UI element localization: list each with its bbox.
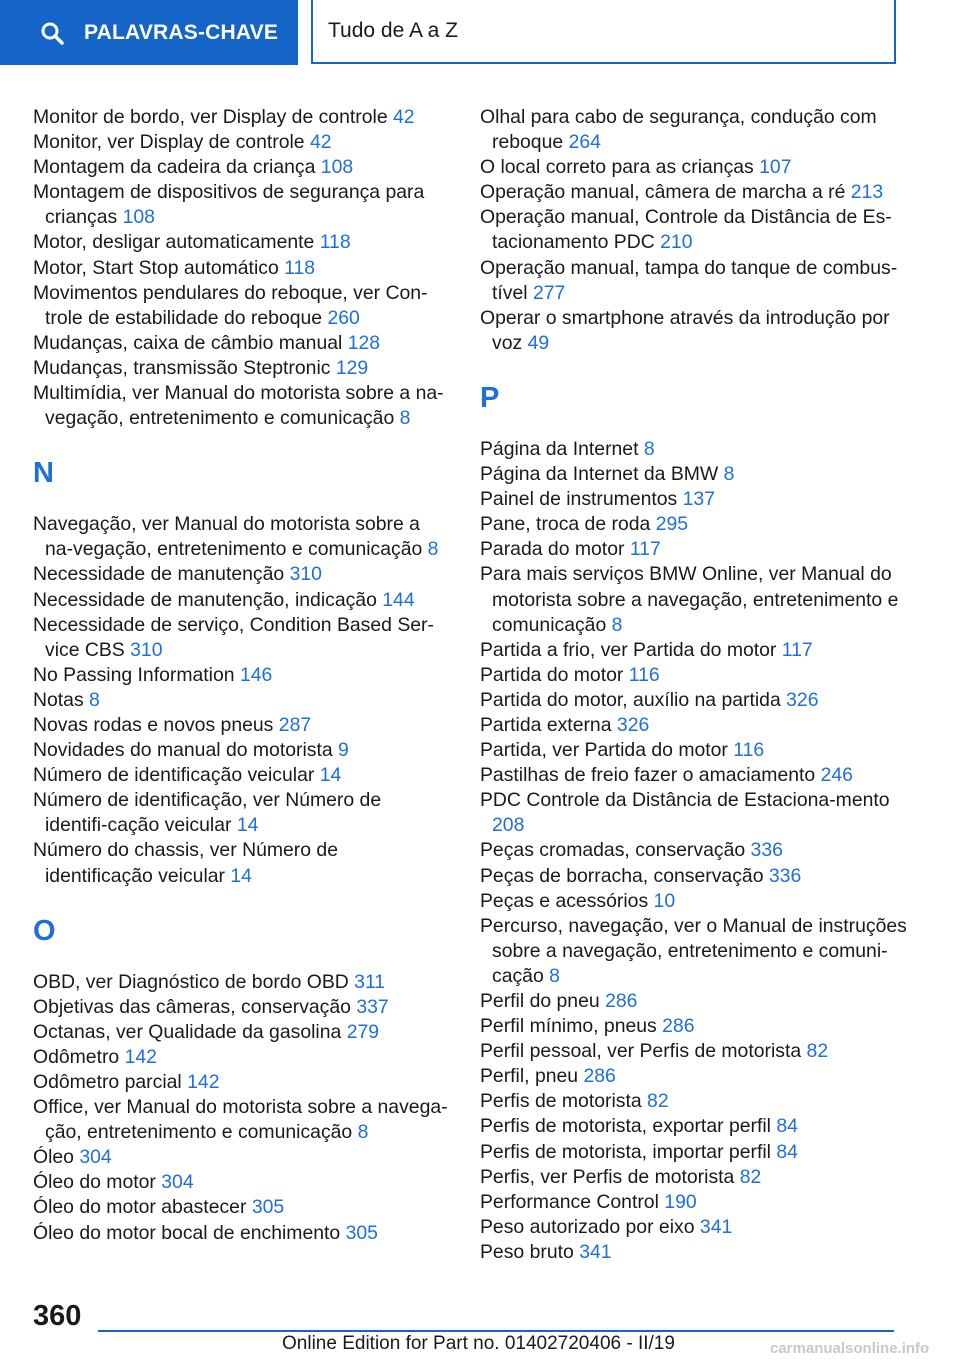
index-entry xyxy=(33,1095,448,1145)
index-entry-text: Peças de borracha, conservação xyxy=(480,864,764,887)
page-link[interactable]: 260 xyxy=(327,306,360,329)
page-link[interactable]: 286 xyxy=(605,990,638,1012)
index-entry xyxy=(33,970,448,995)
index-entry xyxy=(33,995,448,1020)
page-link[interactable]: 295 xyxy=(655,513,689,536)
index-entry xyxy=(480,1114,912,1139)
index-entry-text: PDC Controle da Distância de Estaciona-mento xyxy=(480,789,890,812)
index-entry xyxy=(480,256,912,306)
index-entry xyxy=(480,713,912,738)
index-letter-heading: O xyxy=(33,914,56,947)
index-entry-text: Necessidade de serviço, Condition Based Ser-vice CBS xyxy=(33,613,434,661)
page-link[interactable]: 82 xyxy=(647,1090,669,1113)
index-entry-text: Odômetro parcial xyxy=(33,1071,182,1093)
index-entry-text: Necessidade de manutenção, indicação xyxy=(33,588,377,611)
index-entry xyxy=(480,1190,912,1215)
index-entry-text: Movimentos pendulares do reboque, ver Con-trole de estabilidade do reboque xyxy=(33,281,428,329)
index-entry xyxy=(480,738,912,763)
index-entry xyxy=(33,713,448,738)
index-entry-text: Motor, Start Stop automático xyxy=(33,256,279,279)
index-entry-text: Parada do motor xyxy=(480,538,625,561)
index-entry xyxy=(480,180,912,205)
page-number: 360 xyxy=(33,1300,82,1332)
page-link[interactable]: 49 xyxy=(527,331,550,354)
index-entry xyxy=(480,688,912,713)
index-entry-text: Multimídia, ver Manual do motorista sobre a na-vegação, entretenimento e comunicação xyxy=(33,382,444,430)
page-link[interactable]: 305 xyxy=(251,1196,285,1219)
index-entry-text: Perfis de motorista xyxy=(480,1090,642,1113)
page-link[interactable]: 311 xyxy=(354,970,386,993)
index-entry-text: Painel de instrumentos xyxy=(480,488,678,511)
page-link[interactable]: 304 xyxy=(161,1171,194,1194)
index-entry-text: Performance Control xyxy=(480,1190,659,1213)
index-entry xyxy=(480,462,912,487)
page-link[interactable]: 117 xyxy=(781,638,813,661)
top-navigation xyxy=(0,0,960,66)
index-entry-text: Partida do motor, auxílio na partida xyxy=(480,688,781,711)
page-link[interactable]: 264 xyxy=(568,131,601,154)
index-entry-text: Peças cromadas, conservação xyxy=(480,839,746,862)
index-entry-text: Notas xyxy=(33,688,84,711)
index-entry-text: Perfis de motorista, importar perfil xyxy=(480,1140,771,1163)
page-link[interactable]: 82 xyxy=(806,1040,829,1063)
page-link[interactable]: 116 xyxy=(733,739,765,762)
index-entry xyxy=(33,331,448,356)
index-entry-text: Partida do motor xyxy=(480,663,624,686)
index-entry xyxy=(33,155,448,180)
page-link[interactable]: 84 xyxy=(776,1115,798,1138)
index-entry xyxy=(33,562,448,587)
index-entry xyxy=(33,381,448,431)
index-entry xyxy=(480,1089,912,1114)
index-entry xyxy=(480,205,912,255)
index-entry-text: Objetivas das câmeras, conservação xyxy=(33,995,351,1018)
tab-a-to-z-label: Tudo de A a Z xyxy=(328,19,458,42)
footer-divider xyxy=(98,1330,894,1332)
index-entry-text: Novidades do manual do motorista xyxy=(33,739,333,762)
page-link[interactable]: 146 xyxy=(239,663,273,686)
index-entry xyxy=(33,281,448,331)
page-link[interactable]: 107 xyxy=(759,156,792,179)
index-entry-text: Perfis de motorista, exportar perfil xyxy=(480,1115,771,1138)
index-entry xyxy=(480,306,912,356)
page-link[interactable]: 310 xyxy=(130,638,163,661)
page-link[interactable]: 246 xyxy=(820,764,853,787)
index-entry-text: Número do chassis, ver Número de identificação veicular xyxy=(33,839,338,887)
index-entry xyxy=(480,1140,912,1165)
page-link[interactable]: 8 xyxy=(427,538,439,561)
index-entry xyxy=(480,889,912,914)
index-entry xyxy=(480,638,912,663)
index-entry-text: Novas rodas e novos pneus xyxy=(33,713,274,736)
index-entry xyxy=(480,914,912,989)
index-entry xyxy=(33,663,448,688)
index-entry-text: Número de identificação veicular xyxy=(33,764,315,787)
index-entry-text: Odômetro xyxy=(33,1045,120,1068)
index-entry-text: O local correto para as crianças xyxy=(480,156,754,179)
index-entry-text: Pastilhas de freio fazer o amaciamento xyxy=(480,764,816,787)
index-entry xyxy=(480,437,912,462)
index-entry-text: Monitor, ver Display de controle xyxy=(33,131,305,154)
index-entry-text: Óleo do motor abastecer xyxy=(33,1196,247,1219)
page-link[interactable]: 8 xyxy=(549,964,560,987)
page-link[interactable]: 305 xyxy=(345,1221,378,1244)
index-entry-text: Operação manual, tampa do tanque de combus-tível xyxy=(480,256,898,304)
page-link[interactable]: 84 xyxy=(776,1140,798,1163)
index-entry xyxy=(33,788,448,838)
index-entry xyxy=(480,864,912,889)
index-entry-text: Necessidade de manutenção xyxy=(33,563,285,586)
index-entry-text: Peso autorizado por eixo xyxy=(480,1215,695,1238)
index-entry xyxy=(480,1039,912,1064)
index-entry-text: Office, ver Manual do motorista sobre a navega-ção, entretenimento e comunicação xyxy=(33,1096,448,1144)
index-entry xyxy=(33,1020,448,1045)
index-entry xyxy=(480,1064,912,1089)
index-entry xyxy=(33,356,448,381)
keywords-button[interactable] xyxy=(0,0,298,65)
index-entry-text: Olhal para cabo de segurança, condução com reboque xyxy=(480,106,877,154)
page-link[interactable]: 210 xyxy=(660,231,693,254)
page-link[interactable]: 310 xyxy=(289,563,322,586)
index-entry xyxy=(33,1195,448,1220)
index-entry-text: Mudanças, caixa de câmbio manual xyxy=(33,331,343,354)
page-link[interactable]: 286 xyxy=(583,1065,616,1088)
page-link[interactable]: 341 xyxy=(699,1215,733,1238)
index-entry-text: Octanas, ver Qualidade da gasolina xyxy=(33,1020,342,1043)
index-entry-text: Montagem de dispositivos de segurança para crianças xyxy=(33,181,425,229)
page-link[interactable]: 14 xyxy=(230,864,252,887)
index-entry xyxy=(480,155,912,180)
page-link[interactable]: 8 xyxy=(357,1121,369,1144)
index-entry-text: Perfil, pneu xyxy=(480,1065,579,1088)
page-link[interactable]: 108 xyxy=(122,206,155,229)
index-entry xyxy=(480,989,912,1014)
page-link[interactable]: 208 xyxy=(492,814,525,837)
index-column-right xyxy=(480,105,912,1265)
page-link[interactable]: 142 xyxy=(124,1045,157,1068)
index-entry xyxy=(33,105,448,130)
index-entry-text: Percurso, navegação, ver o Manual de instruções sobre a navegação, entretenimento e comuni-cação xyxy=(480,914,907,987)
index-entry-text: Navegação, ver Manual do motorista sobre a na-vegação, entretenimento e comunicação xyxy=(33,513,423,561)
page-link[interactable]: 42 xyxy=(309,131,332,154)
page-link[interactable]: 10 xyxy=(653,889,676,912)
index-entry xyxy=(480,663,912,688)
index-entry-text: Peças e acessórios xyxy=(480,889,649,912)
index-entry xyxy=(33,688,448,713)
index-entry xyxy=(33,512,448,562)
page-link[interactable]: 279 xyxy=(346,1020,380,1043)
index-entry-text: Mudanças, transmissão Steptronic xyxy=(33,356,331,379)
index-entry xyxy=(33,130,448,155)
index-entry xyxy=(480,1240,912,1265)
index-entry xyxy=(480,537,912,562)
index-entry-text: Óleo do motor xyxy=(33,1171,156,1194)
page-link[interactable]: 8 xyxy=(399,407,411,430)
index-entry-text: Partida externa xyxy=(480,713,612,736)
page-link[interactable]: 8 xyxy=(89,688,100,711)
index-entry-text: Pane, troca de roda xyxy=(480,513,651,536)
index-entry-text: Perfis, ver Perfis de motorista xyxy=(480,1165,735,1188)
index-entry xyxy=(33,256,448,281)
index-entry-text: Página da Internet xyxy=(480,437,639,460)
page-link[interactable]: 337 xyxy=(356,995,389,1018)
page-link[interactable]: 117 xyxy=(629,538,661,561)
page-link[interactable]: 286 xyxy=(662,1015,695,1038)
page-link[interactable]: 137 xyxy=(682,488,715,511)
index-entry xyxy=(480,1165,912,1190)
index-letter-heading: N xyxy=(33,457,54,490)
index-entry-text: OBD, ver Diagnóstico de bordo OBD xyxy=(33,970,349,993)
index-entry xyxy=(33,1070,448,1095)
index-entry-text: Partida a frio, ver Partida do motor xyxy=(480,638,777,661)
index-letter-heading: P xyxy=(480,381,500,414)
page-link[interactable]: 129 xyxy=(335,356,369,379)
tab-a-to-z[interactable] xyxy=(311,0,896,64)
index-entry-text: Para mais serviços BMW Online, ver Manual do motorista sobre a navegação, entretenimento e comunicação xyxy=(480,563,899,636)
index-entry xyxy=(480,562,912,637)
index-entry xyxy=(33,1221,448,1246)
index-entry-text: Página da Internet da BMW xyxy=(480,463,719,486)
index-entry-text: Operar o smartphone através da introdução por voz xyxy=(480,306,890,354)
page-link[interactable]: 14 xyxy=(319,764,342,787)
watermark: carmanualsonline.info xyxy=(770,1340,930,1357)
index-entry-text: Perfil pessoal, ver Perfis de motorista xyxy=(480,1040,802,1063)
index-entry xyxy=(33,230,448,255)
page-link[interactable]: 336 xyxy=(768,864,802,887)
page-link[interactable]: 108 xyxy=(320,156,354,179)
index-entry-text: Óleo xyxy=(33,1146,74,1169)
page-link[interactable]: 190 xyxy=(664,1190,697,1213)
index-entry-text: Óleo do motor bocal de enchimento xyxy=(33,1221,341,1244)
page-link[interactable]: 142 xyxy=(187,1071,220,1093)
page-link[interactable]: 82 xyxy=(739,1165,762,1188)
index-entry-text: Operação manual, Controle da Distância de Es-tacionamento PDC xyxy=(480,206,892,254)
index-entry-text: Perfil do pneu xyxy=(480,990,600,1012)
page-link[interactable]: 42 xyxy=(393,106,415,128)
search-icon xyxy=(40,21,64,45)
index-entry xyxy=(33,838,448,888)
index-entry-text: Operação manual, câmera de marcha a ré xyxy=(480,181,846,204)
page-link[interactable]: 128 xyxy=(347,331,381,354)
page-link[interactable]: 326 xyxy=(616,713,650,736)
page-link[interactable]: 287 xyxy=(278,713,312,736)
index-entry xyxy=(480,105,912,155)
page-link[interactable]: 277 xyxy=(532,281,566,304)
page-link[interactable]: 341 xyxy=(579,1240,612,1263)
index-entry-text: Peso bruto xyxy=(480,1240,574,1263)
index-entry xyxy=(33,1170,448,1195)
index-entry xyxy=(33,738,448,763)
page-link[interactable]: 9 xyxy=(338,739,349,762)
index-entry-text: No Passing Information xyxy=(33,663,235,686)
page-link[interactable]: 336 xyxy=(750,839,783,862)
index-entry-text: Perfil mínimo, pneus xyxy=(480,1015,657,1038)
index-entry xyxy=(480,512,912,537)
page-link[interactable]: 14 xyxy=(236,814,259,837)
index-entry xyxy=(480,763,912,788)
keywords-button-label: PALAVRAS-CHAVE xyxy=(84,20,279,44)
index-entry xyxy=(33,763,448,788)
page-link[interactable]: 8 xyxy=(643,437,655,460)
index-entry xyxy=(480,838,912,863)
index-entry-text: Partida, ver Partida do motor xyxy=(480,739,728,762)
index-entry-text: Monitor de bordo, ver Display de controle xyxy=(33,106,388,128)
index-entry-text: Montagem da cadeira da criança xyxy=(33,156,316,179)
index-entry-text: Motor, desligar automaticamente xyxy=(33,231,315,254)
page-link[interactable]: 118 xyxy=(319,231,351,254)
index-entry xyxy=(33,1145,448,1170)
index-column-left xyxy=(33,105,448,1246)
page-link[interactable]: 116 xyxy=(628,663,660,686)
page-link[interactable]: 213 xyxy=(850,181,884,204)
index-entry xyxy=(480,1215,912,1240)
page-link[interactable]: 8 xyxy=(723,463,735,486)
index-entry xyxy=(480,487,912,512)
page-link[interactable]: 326 xyxy=(786,688,819,711)
index-entry xyxy=(33,1045,448,1070)
index-entry xyxy=(480,1014,912,1039)
index-entry xyxy=(33,180,448,230)
page-link[interactable]: 304 xyxy=(79,1146,112,1169)
index-entry xyxy=(480,788,912,838)
page-link[interactable]: 144 xyxy=(382,588,415,611)
index-entry-text: Número de identificação, ver Número de identifi-cação veicular xyxy=(33,789,382,837)
index-entry xyxy=(33,588,448,613)
index-entry xyxy=(33,613,448,663)
page-link[interactable]: 8 xyxy=(611,613,623,636)
page-link[interactable]: 118 xyxy=(284,256,316,279)
edition-text: Online Edition for Part no. 01402720406 - II/19 xyxy=(282,1333,675,1354)
